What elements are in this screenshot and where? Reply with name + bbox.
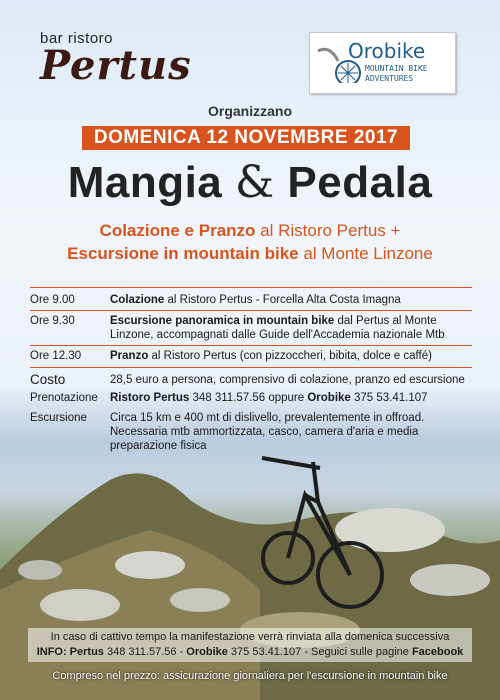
orobike-logo [309,32,456,94]
subtitle-line-1: Colazione e Pranzo al Ristoro Pertus + [99,221,401,240]
pertus-logo-name: Pertus [40,42,192,89]
orobike-logo-tag: MOUNTAIN BIKE ADVENTURES [365,64,428,83]
subtitle-line-2: Escursione in mountain bike al Monte Linzone [67,244,433,263]
footer-line-1: In caso di cattivo tempo la manifestazione verrà rinviata alla domenica successiva [50,631,450,643]
pertus-logo-sub: bar ristoro [40,30,114,47]
event-title: Mangia & Pedala [67,157,433,208]
orobike-logo-name: Orobike [348,39,426,63]
divider [30,345,472,346]
divider [30,287,472,288]
divider [30,310,472,311]
event-date: DOMENICA 12 NOVEMBRE 2017 [82,126,410,150]
divider [30,367,472,368]
footer-note: Compreso nel prezzo: assicurazione giornaliera per l'escursione in mountain bike [52,670,448,682]
organizzano-label: Organizzano [207,103,292,119]
footer-box [28,628,472,662]
pertus-logo [40,30,192,89]
footer-line-2: INFO: Pertus 348 311.57.56 - Orobike 375 53.41.107 - Seguici sulle pagine Facebook [36,646,464,658]
